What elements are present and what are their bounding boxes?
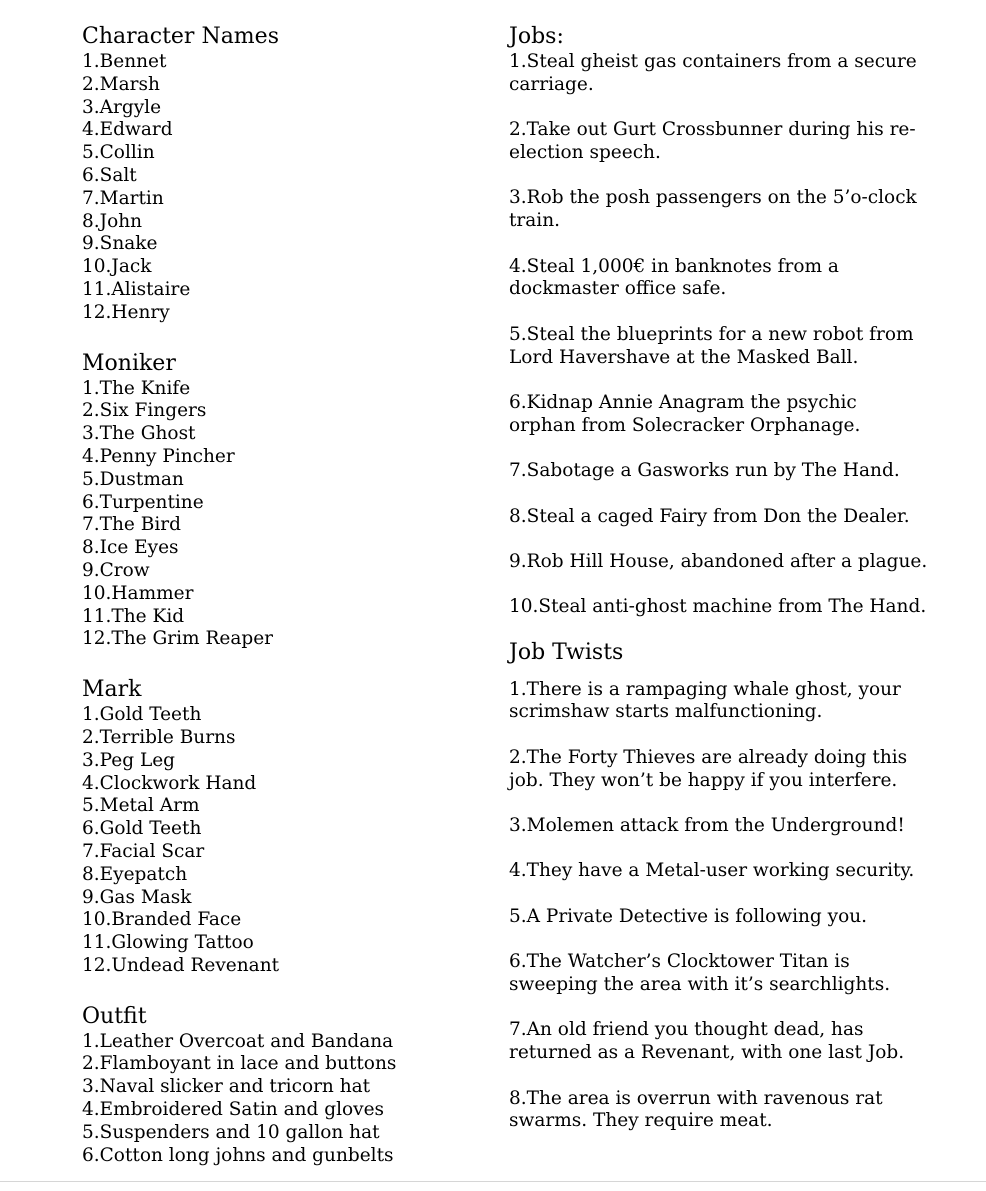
list-item: 1.Gold Teeth <box>82 704 202 726</box>
job-twists-heading: Job Twists <box>509 639 624 665</box>
list-item: 3.Naval slicker and tricorn hat <box>82 1076 371 1098</box>
jobs-section <box>509 22 929 619</box>
list-item: 9.Snake <box>82 233 158 255</box>
list-item: 1.Steal gheist gas containers from a secure carriage. <box>509 51 917 95</box>
list-item: 5.Suspenders and 10 gallon hat <box>82 1121 380 1143</box>
list-item: 2.Marsh <box>82 73 160 95</box>
list-item: 2.Take out Gurt Crossbunner during his re-election speech. <box>509 119 916 163</box>
outfit-section <box>82 1002 482 1168</box>
page-bottom-edge <box>0 1181 986 1182</box>
list-item: 4.Penny Pincher <box>82 445 235 467</box>
list-item: 6.Turpentine <box>82 491 204 513</box>
list-item: 8.John <box>82 210 143 232</box>
list-item: 6.Gold Teeth <box>82 818 202 840</box>
list-item: 5.A Private Detective is following you. <box>509 905 868 927</box>
list-item: 3.Argyle <box>82 96 162 118</box>
list-item: 6.The Watcher’s Clocktower Titan is sweeping the area with it’s searchlights. <box>509 951 891 996</box>
list-item: 7.Martin <box>82 187 164 209</box>
list-item: 10.Branded Face <box>82 909 242 931</box>
list-item: 1.Leather Overcoat and Bandana <box>82 1030 394 1052</box>
list-item: 7.The Bird <box>82 514 181 536</box>
list-item: 4.Clockwork Hand <box>82 772 257 794</box>
right-column <box>509 22 929 1156</box>
list-item: 7.Facial Scar <box>82 840 205 862</box>
list-item: 4.They have a Metal-user working security. <box>509 860 915 882</box>
list-item: 2.The Forty Thieves are already doing this job. They won’t be happy if you interfere. <box>509 746 908 791</box>
list-item: 10.Hammer <box>82 582 194 604</box>
job-twists-section <box>509 638 929 1134</box>
list-item: 2.Six Fingers <box>82 400 207 422</box>
list-item: 6.Kidnap Annie Anagram the psychic orphan from Solecracker Orphanage. <box>509 391 861 436</box>
moniker-section <box>82 349 482 652</box>
list-item: 3.The Ghost <box>82 423 196 445</box>
list-item: 1.Bennet <box>82 51 167 72</box>
list-item: 8.Eyepatch <box>82 863 188 885</box>
list-item: 12.Henry <box>82 301 170 323</box>
list-item: 1.There is a rampaging whale ghost, your scrimshaw starts malfunctioning. <box>509 678 901 723</box>
list-item: 9.Gas Mask <box>82 886 192 908</box>
left-column <box>82 22 482 1191</box>
list-item: 6.Salt <box>82 164 137 186</box>
list-item: 4.Embroidered Satin and gloves <box>82 1099 385 1121</box>
list-item: 11.Glowing Tattoo <box>82 932 254 954</box>
list-item: 7.An old friend you thought dead, has returned as a Revenant, with one last Job. <box>509 1019 905 1064</box>
list-item: 3.Molemen attack from the Underground! <box>509 815 905 837</box>
list-item: 8.Steal a caged Fairy from Don the Dealer. <box>509 505 910 527</box>
list-item: 5.Dustman <box>82 468 184 490</box>
list-item: 10.Jack <box>82 256 152 278</box>
list-item: 12.Undead Revenant <box>82 954 280 976</box>
list-item: 2.Terrible Burns <box>82 726 236 748</box>
list-item: 3.Rob the posh passengers on the 5’o-clock train. <box>509 187 917 232</box>
list-item: 11.Alistaire <box>82 278 191 300</box>
list-item: 5.Metal Arm <box>82 795 200 817</box>
list-item: 8.The area is overrun with ravenous rat swarms. They require meat. <box>509 1087 883 1132</box>
list-item: 12.The Grim Reaper <box>82 628 274 650</box>
list-item: 6.Cotton long johns and gunbelts <box>82 1144 394 1166</box>
outfit-list <box>82 1031 482 1168</box>
character-names-section <box>82 22 482 325</box>
list-item: 9.Rob Hill House, abandoned after a plague. <box>509 550 928 572</box>
list-item: 5.Collin <box>82 142 155 164</box>
list-item: 7.Sabotage a Gasworks run by The Hand. <box>509 460 900 482</box>
mark-list <box>82 704 482 978</box>
list-item: 5.Steal the blueprints for a new robot from Lord Havershave at the Masked Ball. <box>509 323 914 368</box>
mark-section <box>82 675 482 978</box>
mark-heading: Mark <box>82 677 142 703</box>
list-item: 8.Ice Eyes <box>82 537 179 559</box>
list-item: 2.Flamboyant in lace and buttons <box>82 1053 397 1075</box>
moniker-heading: Moniker <box>82 350 176 376</box>
jobs-list <box>509 51 929 619</box>
list-item: 3.Peg Leg <box>82 749 176 771</box>
character-names-list <box>82 51 482 325</box>
jobs-heading: Jobs: <box>509 24 564 49</box>
list-item: 11.The Kid <box>82 605 185 627</box>
list-item: 1.The Knife <box>82 377 191 399</box>
job-twists-list <box>509 679 929 1134</box>
list-item: 9.Crow <box>82 559 150 581</box>
list-item: 4.Steal 1,000€ in banknotes from a dockmaster office safe. <box>509 255 839 300</box>
outfit-heading: Outfit <box>82 1003 147 1029</box>
moniker-list <box>82 378 482 652</box>
list-item: 10.Steal anti-ghost machine from The Hand. <box>509 596 927 618</box>
list-item: 4.Edward <box>82 119 173 141</box>
character-names-heading: Character Names <box>82 24 279 49</box>
